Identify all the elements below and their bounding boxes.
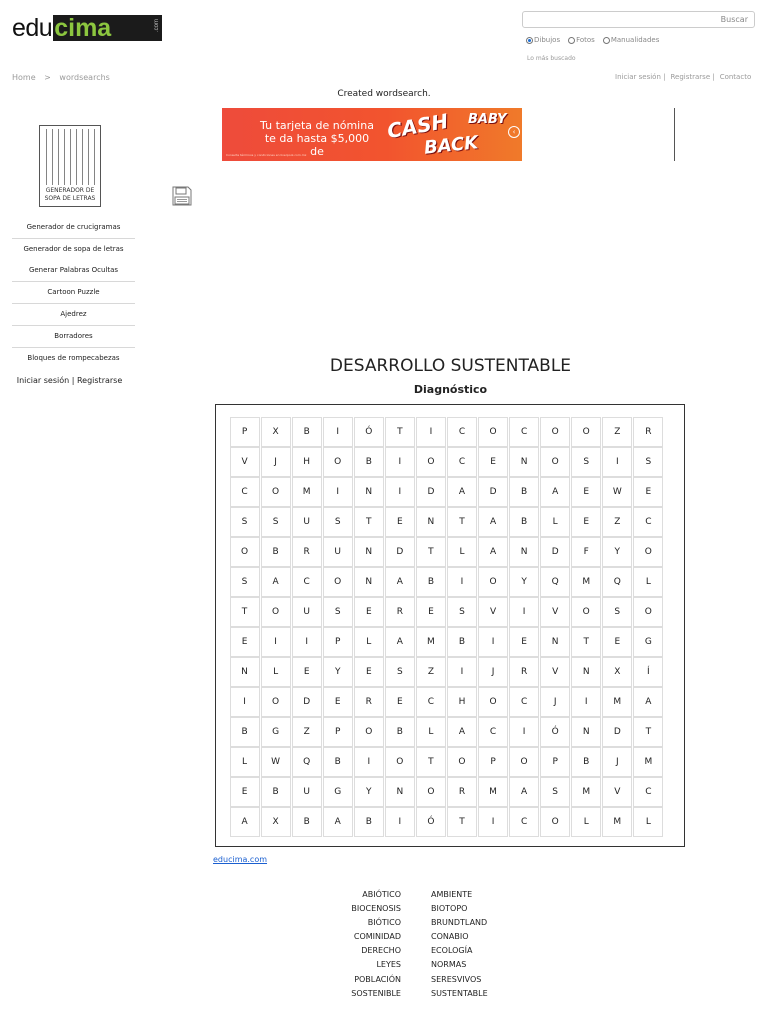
grid-cell: S (540, 777, 570, 807)
grid-cell: C (416, 687, 446, 717)
breadcrumb-separator: > (44, 73, 51, 82)
grid-cell: T (416, 537, 446, 567)
grid-cell: O (354, 717, 384, 747)
grid-cell: O (261, 477, 291, 507)
grid-cell: I (292, 627, 322, 657)
grid-cell: R (509, 657, 539, 687)
ad-banner[interactable] (222, 108, 522, 161)
wordsearch-grid-box (215, 404, 685, 847)
grid-cell: D (292, 687, 322, 717)
grid-cell: L (571, 807, 601, 837)
grid-cell: Q (540, 567, 570, 597)
wordsearch-generator-thumbnail[interactable] (39, 125, 101, 207)
grid-cell: B (354, 807, 384, 837)
radio-dibujos[interactable]: Dibujos (526, 36, 560, 44)
radio-manualidades[interactable]: Manualidades (603, 36, 660, 44)
word-item: AMBIENTE (431, 890, 473, 899)
grid-cell: T (571, 627, 601, 657)
login-link[interactable]: Iniciar sesión | (615, 73, 666, 81)
grid-cell: N (571, 657, 601, 687)
grid-cell: E (478, 447, 508, 477)
logo-text-edu: edu (12, 14, 53, 42)
grid-cell: B (416, 567, 446, 597)
grid-cell: N (230, 657, 260, 687)
ad-back: BACK (423, 132, 480, 159)
word-item: SERESVIVOS (431, 974, 482, 984)
grid-cell: O (261, 687, 291, 717)
grid-cell: I (385, 447, 415, 477)
word-item: ABIÓTICO (362, 890, 401, 899)
grid-cell: P (540, 747, 570, 777)
grid-cell: B (230, 717, 260, 747)
grid-cell: O (261, 597, 291, 627)
menu-item-crucigramas[interactable]: Generador de crucigramas (12, 217, 135, 239)
breadcrumb (12, 73, 116, 82)
grid-cell: S (602, 597, 632, 627)
grid-cell: O (540, 447, 570, 477)
mini-grid-image (44, 129, 96, 185)
word-item: BIOTOPO (431, 904, 468, 914)
grid-cell: C (478, 717, 508, 747)
grid-cell: Z (416, 657, 446, 687)
grid-cell: N (509, 537, 539, 567)
search-filter-radios (526, 36, 659, 44)
word-item: POBLACIÓN (354, 974, 401, 984)
sidebar-login-links[interactable]: Iniciar sesión | Registrarse (16, 376, 123, 385)
breadcrumb-home[interactable]: Home (12, 73, 36, 82)
grid-cell: F (571, 537, 601, 567)
breadcrumb-current[interactable]: wordsearchs (59, 73, 110, 82)
grid-cell: C (633, 507, 663, 537)
grid-cell: M (571, 777, 601, 807)
grid-cell: G (633, 627, 663, 657)
grid-cell: L (540, 507, 570, 537)
grid-cell: O (385, 747, 415, 777)
grid-cell: O (230, 537, 260, 567)
grid-cell: S (261, 507, 291, 537)
grid-cell: Y (602, 537, 632, 567)
grid-cell: M (478, 777, 508, 807)
grid-cell: R (633, 417, 663, 447)
grid-cell: N (416, 507, 446, 537)
grid-cell: L (633, 807, 663, 837)
logo-text-cima: cima .com (54, 14, 160, 42)
word-item: BIOCENOSIS (351, 904, 401, 914)
grid-cell: B (292, 417, 322, 447)
grid-cell: A (385, 567, 415, 597)
grid-cell: T (447, 507, 477, 537)
left-menu (12, 217, 135, 369)
grid-cell: S (323, 507, 353, 537)
grid-cell: V (540, 657, 570, 687)
ad-baby: BABY (468, 112, 507, 127)
menu-item-palabras-ocultas[interactable]: Generar Palabras Ocultas (12, 260, 135, 282)
grid-cell: I (571, 687, 601, 717)
grid-cell: O (478, 567, 508, 597)
menu-item-cartoon-puzzle[interactable]: Cartoon Puzzle (12, 282, 135, 304)
grid-cell: A (509, 777, 539, 807)
grid-cell: T (354, 507, 384, 537)
word-item: ECOLOGÍA (431, 946, 473, 956)
grid-cell: A (385, 627, 415, 657)
grid-cell: R (354, 687, 384, 717)
grid-cell: P (323, 717, 353, 747)
grid-cell: H (292, 447, 322, 477)
grid-cell: V (602, 777, 632, 807)
grid-cell: L (416, 717, 446, 747)
grid-cell: I (447, 567, 477, 597)
grid-cell: L (230, 747, 260, 777)
grid-cell: I (509, 597, 539, 627)
grid-cell: E (602, 627, 632, 657)
grid-cell: A (447, 717, 477, 747)
grid-cell: U (323, 537, 353, 567)
grid-cell: Z (292, 717, 322, 747)
grid-cell: E (633, 477, 663, 507)
grid-cell: P (323, 627, 353, 657)
grid-cell: B (354, 447, 384, 477)
ad-cash: CASH (385, 108, 450, 144)
logo-suffix: .com (154, 19, 160, 33)
grid-cell: I (354, 747, 384, 777)
grid-cell: A (447, 477, 477, 507)
radio-checked-icon[interactable] (526, 37, 533, 44)
word-item: BRUNDTLAND (431, 918, 488, 928)
grid-cell: O (571, 417, 601, 447)
grid-cell: I (447, 657, 477, 687)
grid-cell: W (602, 477, 632, 507)
grid-cell: I (602, 447, 632, 477)
grid-cell: L (261, 657, 291, 687)
grid-cell: I (478, 627, 508, 657)
grid-cell: C (230, 477, 260, 507)
word-item: COMINIDAD (353, 932, 401, 942)
grid-cell: P (230, 417, 260, 447)
grid-cell: W (261, 747, 291, 777)
word-list (320, 888, 520, 1001)
grid-cell: M (416, 627, 446, 657)
search-input[interactable]: Buscar (522, 11, 755, 28)
grid-cell: N (509, 447, 539, 477)
grid-cell: E (354, 597, 384, 627)
grid-cell: S (571, 447, 601, 477)
grid-cell: A (478, 507, 508, 537)
menu-item-ajedrez[interactable]: Ajedrez (12, 304, 135, 326)
grid-cell: O (323, 447, 353, 477)
grid-cell: E (416, 597, 446, 627)
grid-cell: U (292, 507, 322, 537)
save-icon[interactable] (171, 185, 191, 207)
grid-cell: T (416, 747, 446, 777)
grid-cell: E (354, 657, 384, 687)
grid-cell: B (509, 507, 539, 537)
grid-cell: E (385, 687, 415, 717)
grid-cell: E (323, 687, 353, 717)
site-logo[interactable] (12, 15, 162, 41)
grid-cell: I (416, 417, 446, 447)
grid-cell: O (478, 417, 508, 447)
thumbnail-label: GENERADOR DE SOPA DE LETRAS (44, 187, 96, 202)
grid-cell: B (323, 747, 353, 777)
grid-cell: G (323, 777, 353, 807)
word-item: LEYES (376, 960, 401, 970)
grid-cell: B (261, 777, 291, 807)
grid-cell: N (540, 627, 570, 657)
grid-cell: E (292, 657, 322, 687)
grid-cell: O (540, 417, 570, 447)
register-link[interactable]: Registrarse | (670, 73, 715, 81)
grid-cell: B (261, 537, 291, 567)
puzzle-title: DESARROLLO SUSTENTABLE (329, 356, 572, 376)
grid-cell: C (633, 777, 663, 807)
grid-cell: O (323, 567, 353, 597)
divider (674, 108, 675, 161)
radio-fotos[interactable]: Fotos (568, 36, 595, 44)
menu-item-sopa-de-letras[interactable]: Generador de sopa de letras (23, 245, 124, 253)
wordsearch-grid (229, 417, 664, 837)
ad-fine-print: Consulta términos y condiciones en liverpool.com.mx (226, 153, 307, 157)
grid-cell: E (385, 507, 415, 537)
grid-cell: E (230, 627, 260, 657)
grid-cell: T (633, 717, 663, 747)
grid-cell: E (571, 507, 601, 537)
word-item: SOSTENIBLE (351, 988, 401, 998)
grid-cell: T (230, 597, 260, 627)
grid-cell: L (633, 567, 663, 597)
grid-cell: N (571, 717, 601, 747)
grid-cell: A (323, 807, 353, 837)
grid-cell: O (478, 687, 508, 717)
grid-cell: E (509, 627, 539, 657)
grid-cell: Ó (354, 417, 384, 447)
grid-cell: D (416, 477, 446, 507)
grid-cell: O (571, 597, 601, 627)
grid-cell: C (509, 417, 539, 447)
grid-cell: I (323, 477, 353, 507)
grid-cell: U (292, 777, 322, 807)
grid-cell: V (540, 597, 570, 627)
grid-cell: S (230, 567, 260, 597)
grid-cell: R (385, 597, 415, 627)
grid-cell: J (261, 447, 291, 477)
grid-cell: O (540, 807, 570, 837)
grid-cell: O (416, 447, 446, 477)
grid-cell: Y (323, 657, 353, 687)
grid-cell: A (478, 537, 508, 567)
grid-cell: O (633, 537, 663, 567)
grid-cell: D (602, 717, 632, 747)
grid-cell: O (633, 597, 663, 627)
grid-cell: Ó (540, 717, 570, 747)
account-links (615, 73, 751, 81)
word-item: DERECHO (361, 946, 401, 956)
grid-cell: Z (602, 417, 632, 447)
most-searched-link[interactable]: Lo más buscado (527, 55, 576, 62)
word-item: BIÓTICO (367, 918, 401, 928)
grid-cell: A (633, 687, 663, 717)
grid-cell: D (478, 477, 508, 507)
educima-link[interactable]: educima.com (213, 855, 268, 864)
grid-cell: S (230, 507, 260, 537)
contact-link[interactable]: Contacto (719, 73, 752, 81)
grid-cell: S (323, 597, 353, 627)
grid-cell: C (292, 567, 322, 597)
grid-cell: I (323, 417, 353, 447)
grid-cell: Í (633, 657, 663, 687)
grid-cell: L (447, 537, 477, 567)
radio-unchecked-icon[interactable] (568, 37, 575, 44)
grid-cell: E (571, 477, 601, 507)
grid-cell: I (385, 477, 415, 507)
grid-cell: T (447, 807, 477, 837)
grid-cell: N (385, 777, 415, 807)
grid-cell: X (261, 417, 291, 447)
grid-cell: J (602, 747, 632, 777)
grid-cell: B (447, 627, 477, 657)
grid-cell: B (571, 747, 601, 777)
grid-cell: M (602, 807, 632, 837)
grid-cell: A (261, 567, 291, 597)
grid-cell: O (416, 777, 446, 807)
ad-text: Tu tarjeta de nómina te da hasta $5,000 de (260, 119, 374, 158)
grid-cell: J (478, 657, 508, 687)
menu-item-borradores[interactable]: Borradores (12, 326, 135, 348)
menu-item-rompecabezas[interactable]: Bloques de rompecabezas (27, 354, 120, 362)
grid-cell: U (292, 597, 322, 627)
grid-cell: I (261, 627, 291, 657)
grid-cell: G (261, 717, 291, 747)
grid-cell: E (230, 777, 260, 807)
grid-cell: C (509, 687, 539, 717)
grid-cell: B (292, 807, 322, 837)
grid-cell: V (478, 597, 508, 627)
grid-cell: R (447, 777, 477, 807)
grid-cell: Y (509, 567, 539, 597)
grid-cell: C (509, 807, 539, 837)
grid-cell: B (385, 717, 415, 747)
grid-cell: H (447, 687, 477, 717)
grid-cell: M (571, 567, 601, 597)
grid-cell: S (633, 447, 663, 477)
grid-cell: C (447, 447, 477, 477)
grid-cell: A (540, 477, 570, 507)
radio-unchecked-icon[interactable] (603, 37, 610, 44)
grid-cell: S (447, 597, 477, 627)
grid-cell: S (385, 657, 415, 687)
grid-cell: V (230, 447, 260, 477)
grid-cell: M (602, 687, 632, 717)
grid-cell: Z (602, 507, 632, 537)
grid-cell: L (354, 627, 384, 657)
puzzle-subtitle: Diagnóstico (413, 383, 488, 396)
grid-cell: I (478, 807, 508, 837)
word-item: NORMAS (431, 960, 467, 970)
grid-cell: Ó (416, 807, 446, 837)
grid-cell: R (292, 537, 322, 567)
grid-cell: M (633, 747, 663, 777)
grid-cell: X (261, 807, 291, 837)
ad-next-arrow-icon[interactable]: ‹ (508, 126, 520, 138)
grid-cell: Q (602, 567, 632, 597)
grid-cell: I (385, 807, 415, 837)
created-label: Created wordsearch. (337, 89, 431, 99)
grid-cell: M (292, 477, 322, 507)
grid-cell: X (602, 657, 632, 687)
grid-cell: D (540, 537, 570, 567)
grid-cell: Q (292, 747, 322, 777)
grid-cell: N (354, 567, 384, 597)
grid-cell: O (447, 747, 477, 777)
grid-cell: I (509, 717, 539, 747)
grid-cell: P (478, 747, 508, 777)
grid-cell: I (230, 687, 260, 717)
grid-cell: B (509, 477, 539, 507)
grid-cell: T (385, 417, 415, 447)
grid-cell: J (540, 687, 570, 717)
word-item: SUSTENTABLE (431, 988, 488, 998)
word-item: CONABIO (431, 932, 469, 942)
grid-cell: C (447, 417, 477, 447)
grid-cell: O (509, 747, 539, 777)
grid-cell: Y (354, 777, 384, 807)
grid-cell: N (354, 537, 384, 567)
grid-cell: A (230, 807, 260, 837)
grid-cell: N (354, 477, 384, 507)
grid-cell: D (385, 537, 415, 567)
